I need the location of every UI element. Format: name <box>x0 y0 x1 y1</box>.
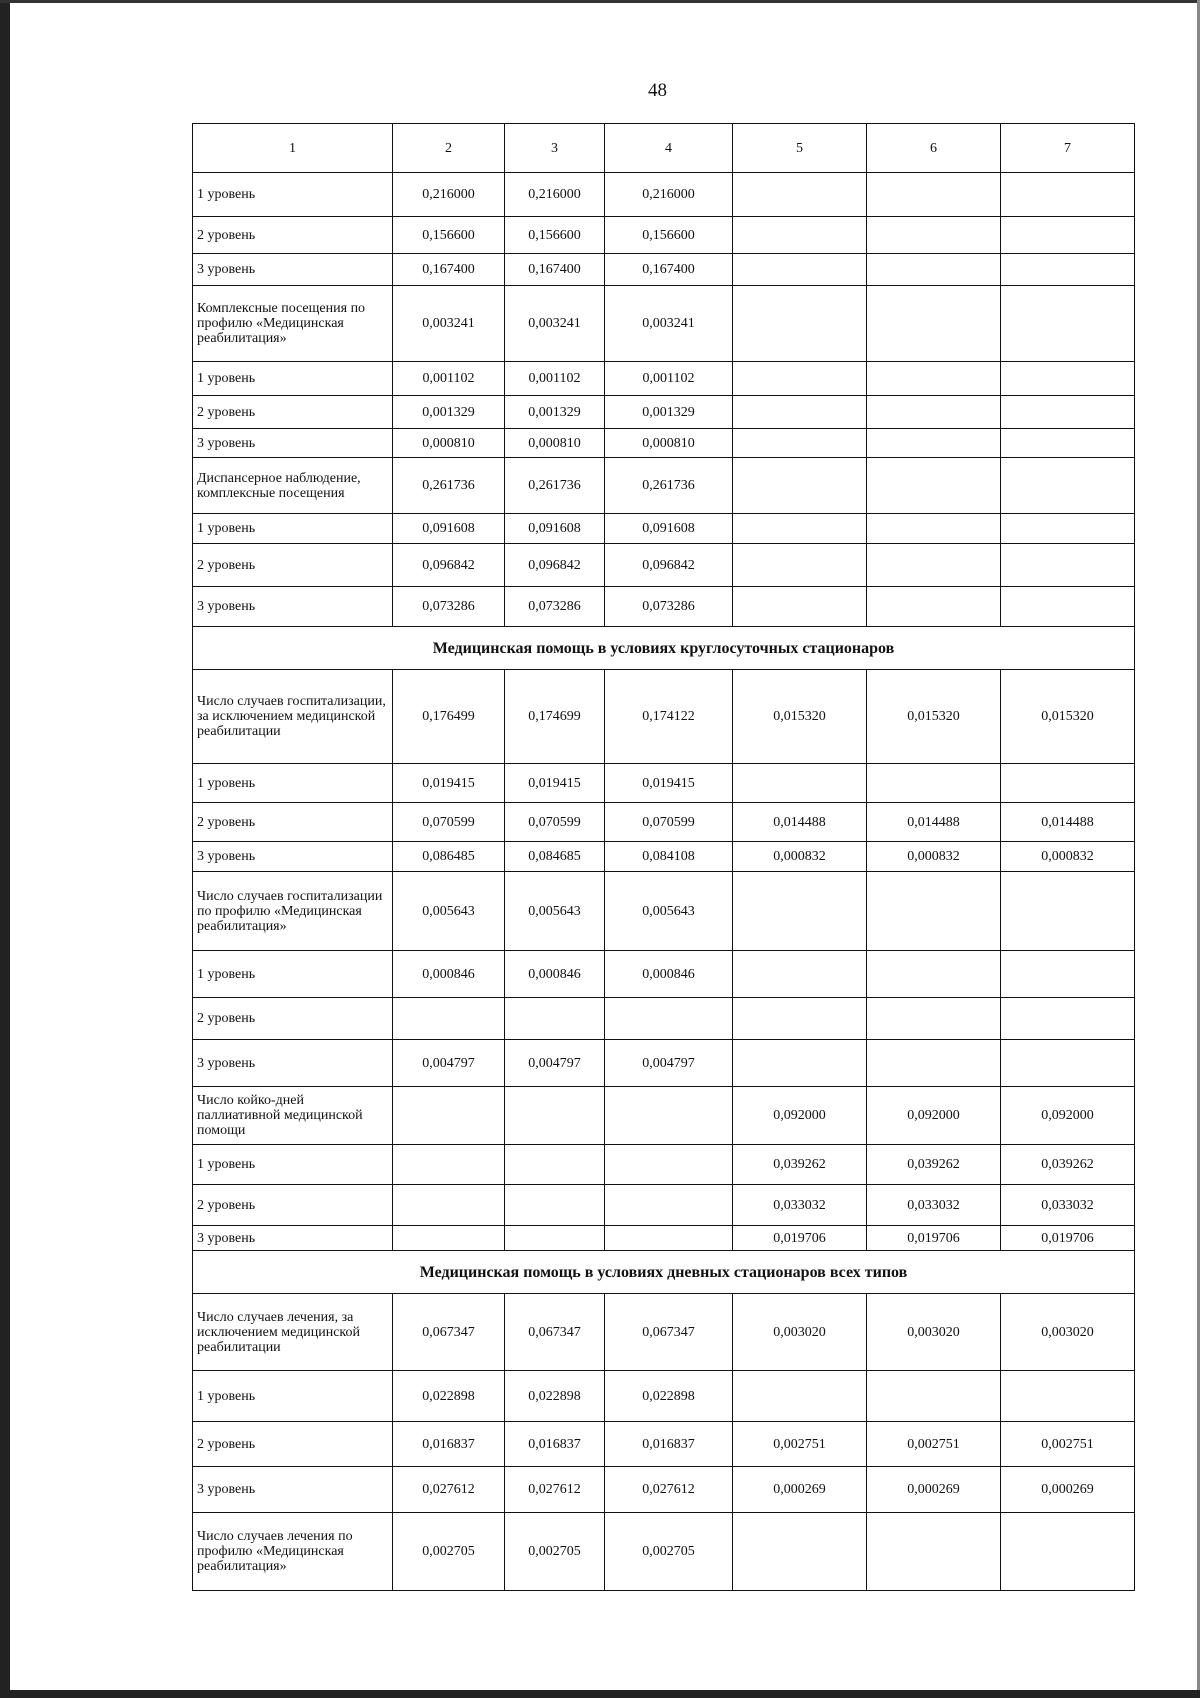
value-cell <box>605 1145 733 1185</box>
value-cell <box>1001 173 1135 217</box>
value-cell <box>1001 429 1135 458</box>
row-label: 1 уровень <box>193 764 393 803</box>
value-cell: 0,073286 <box>605 587 733 627</box>
value-cell: 0,000846 <box>505 951 605 998</box>
value-cell <box>867 1040 1001 1087</box>
value-cell <box>867 396 1001 429</box>
row-label: 3 уровень <box>193 842 393 872</box>
value-cell <box>733 764 867 803</box>
value-cell: 0,092000 <box>1001 1087 1135 1145</box>
value-cell <box>733 587 867 627</box>
value-cell: 0,070599 <box>605 803 733 842</box>
value-cell: 0,000846 <box>393 951 505 998</box>
column-header: 4 <box>605 124 733 173</box>
value-cell <box>733 544 867 587</box>
column-header: 7 <box>1001 124 1135 173</box>
value-cell: 0,002751 <box>733 1422 867 1467</box>
value-cell <box>393 1185 505 1226</box>
value-cell: 0,216000 <box>605 173 733 217</box>
value-cell <box>733 429 867 458</box>
table-row <box>193 764 1135 803</box>
table-row <box>193 1467 1135 1513</box>
value-cell: 0,039262 <box>1001 1145 1135 1185</box>
value-cell: 0,067347 <box>393 1294 505 1371</box>
value-cell: 0,002705 <box>393 1513 505 1591</box>
value-cell: 0,000810 <box>505 429 605 458</box>
value-cell <box>867 587 1001 627</box>
row-label: 1 уровень <box>193 1145 393 1185</box>
value-cell: 0,015320 <box>1001 670 1135 764</box>
table-row <box>193 396 1135 429</box>
row-label: Число случаев лечения, за исключением медицинской реабилитации <box>193 1294 393 1371</box>
row-label: 1 уровень <box>193 1371 393 1422</box>
row-label: 2 уровень <box>193 217 393 254</box>
value-cell: 0,019706 <box>733 1226 867 1251</box>
value-cell <box>733 998 867 1040</box>
table-row <box>193 1145 1135 1185</box>
value-cell: 0,001102 <box>393 362 505 396</box>
table-row <box>193 587 1135 627</box>
table-row <box>193 1513 1135 1591</box>
row-label: Диспансерное наблюдение, комплексные посещения <box>193 458 393 514</box>
value-cell <box>1001 286 1135 362</box>
value-cell: 0,091608 <box>393 514 505 544</box>
value-cell <box>733 254 867 286</box>
value-cell: 0,073286 <box>505 587 605 627</box>
value-cell: 0,092000 <box>867 1087 1001 1145</box>
value-cell: 0,084108 <box>605 842 733 872</box>
value-cell: 0,156600 <box>505 217 605 254</box>
column-header: 6 <box>867 124 1001 173</box>
value-cell: 0,070599 <box>505 803 605 842</box>
value-cell <box>1001 951 1135 998</box>
value-cell: 0,033032 <box>867 1185 1001 1226</box>
section-title: Медицинская помощь в условиях круглосуточных стационаров <box>193 627 1135 670</box>
value-cell <box>867 1371 1001 1422</box>
value-cell: 0,003020 <box>733 1294 867 1371</box>
row-label: 2 уровень <box>193 998 393 1040</box>
row-label: Число койко-дней паллиативной медицинской помощи <box>193 1087 393 1145</box>
value-cell: 0,091608 <box>505 514 605 544</box>
value-cell: 0,019415 <box>505 764 605 803</box>
value-cell: 0,002705 <box>505 1513 605 1591</box>
value-cell <box>867 872 1001 951</box>
value-cell <box>605 998 733 1040</box>
value-cell <box>733 514 867 544</box>
value-cell: 0,261736 <box>393 458 505 514</box>
value-cell <box>505 1087 605 1145</box>
value-cell <box>505 998 605 1040</box>
value-cell: 0,073286 <box>393 587 505 627</box>
scan-border-left <box>0 0 10 1698</box>
value-cell: 0,002751 <box>1001 1422 1135 1467</box>
table-body <box>193 124 1135 1591</box>
value-cell <box>733 951 867 998</box>
value-cell: 0,014488 <box>1001 803 1135 842</box>
value-cell <box>867 544 1001 587</box>
value-cell: 0,039262 <box>867 1145 1001 1185</box>
row-label: Число случаев госпитализации по профилю «Медицинская реабилитация» <box>193 872 393 951</box>
value-cell <box>733 396 867 429</box>
value-cell: 0,261736 <box>605 458 733 514</box>
value-cell: 0,216000 <box>393 173 505 217</box>
value-cell: 0,000269 <box>1001 1467 1135 1513</box>
value-cell: 0,096842 <box>393 544 505 587</box>
value-cell: 0,003241 <box>393 286 505 362</box>
value-cell <box>1001 587 1135 627</box>
row-label: Число случаев госпитализации, за исключением медицинской реабилитации <box>193 670 393 764</box>
table-row <box>193 1040 1135 1087</box>
row-label: 2 уровень <box>193 1422 393 1467</box>
table-row <box>193 254 1135 286</box>
value-cell: 0,086485 <box>393 842 505 872</box>
value-cell: 0,216000 <box>505 173 605 217</box>
value-cell <box>505 1185 605 1226</box>
value-cell: 0,096842 <box>505 544 605 587</box>
value-cell: 0,004797 <box>505 1040 605 1087</box>
column-header: 5 <box>733 124 867 173</box>
row-label: 3 уровень <box>193 587 393 627</box>
table-row <box>193 1087 1135 1145</box>
value-cell: 0,003241 <box>605 286 733 362</box>
value-cell <box>393 1087 505 1145</box>
value-cell: 0,033032 <box>733 1185 867 1226</box>
value-cell: 0,000269 <box>867 1467 1001 1513</box>
table-row <box>193 429 1135 458</box>
value-cell <box>505 1226 605 1251</box>
value-cell <box>1001 217 1135 254</box>
value-cell <box>867 362 1001 396</box>
value-cell: 0,016837 <box>393 1422 505 1467</box>
value-cell: 0,000832 <box>733 842 867 872</box>
value-cell <box>605 1087 733 1145</box>
table-row <box>193 1422 1135 1467</box>
row-label: 2 уровень <box>193 1185 393 1226</box>
value-cell: 0,014488 <box>733 803 867 842</box>
value-cell: 0,016837 <box>505 1422 605 1467</box>
row-label: 2 уровень <box>193 544 393 587</box>
value-cell <box>867 514 1001 544</box>
value-cell: 0,067347 <box>505 1294 605 1371</box>
value-cell <box>867 764 1001 803</box>
value-cell: 0,000810 <box>393 429 505 458</box>
value-cell: 0,027612 <box>505 1467 605 1513</box>
value-cell: 0,003020 <box>1001 1294 1135 1371</box>
value-cell: 0,174122 <box>605 670 733 764</box>
value-cell <box>867 951 1001 998</box>
table-row <box>193 1185 1135 1226</box>
table-row <box>193 1371 1135 1422</box>
value-cell: 0,019415 <box>605 764 733 803</box>
row-label: Комплексные посещения по профилю «Медицинская реабилитация» <box>193 286 393 362</box>
value-cell: 0,015320 <box>733 670 867 764</box>
value-cell: 0,003020 <box>867 1294 1001 1371</box>
value-cell <box>867 173 1001 217</box>
value-cell: 0,022898 <box>505 1371 605 1422</box>
value-cell <box>1001 544 1135 587</box>
value-cell: 0,156600 <box>393 217 505 254</box>
table-row <box>193 842 1135 872</box>
data-table <box>192 123 1135 1591</box>
value-cell: 0,019706 <box>1001 1226 1135 1251</box>
value-cell: 0,019415 <box>393 764 505 803</box>
value-cell: 0,167400 <box>393 254 505 286</box>
value-cell <box>867 217 1001 254</box>
value-cell <box>1001 1513 1135 1591</box>
row-label: 1 уровень <box>193 514 393 544</box>
value-cell <box>733 217 867 254</box>
value-cell <box>867 458 1001 514</box>
section-title: Медицинская помощь в условиях дневных стационаров всех типов <box>193 1251 1135 1294</box>
value-cell <box>1001 872 1135 951</box>
table-row <box>193 458 1135 514</box>
table-row <box>193 998 1135 1040</box>
value-cell: 0,039262 <box>733 1145 867 1185</box>
value-cell <box>1001 1371 1135 1422</box>
value-cell <box>393 998 505 1040</box>
scan-border-bottom <box>0 1690 1200 1698</box>
value-cell: 0,091608 <box>605 514 733 544</box>
row-label: 1 уровень <box>193 362 393 396</box>
value-cell: 0,016837 <box>605 1422 733 1467</box>
value-cell <box>393 1226 505 1251</box>
section-header-row <box>193 1251 1135 1294</box>
value-cell: 0,027612 <box>393 1467 505 1513</box>
value-cell: 0,092000 <box>733 1087 867 1145</box>
table-row <box>193 872 1135 951</box>
scan-border-top <box>0 0 1200 3</box>
value-cell: 0,261736 <box>505 458 605 514</box>
value-cell: 0,019706 <box>867 1226 1001 1251</box>
value-cell: 0,000832 <box>1001 842 1135 872</box>
row-label: 2 уровень <box>193 396 393 429</box>
table-row <box>193 1294 1135 1371</box>
row-label: 3 уровень <box>193 429 393 458</box>
value-cell <box>733 1513 867 1591</box>
value-cell <box>867 429 1001 458</box>
value-cell: 0,000269 <box>733 1467 867 1513</box>
value-cell <box>605 1226 733 1251</box>
value-cell <box>1001 998 1135 1040</box>
table-row <box>193 670 1135 764</box>
value-cell: 0,000810 <box>605 429 733 458</box>
value-cell: 0,014488 <box>867 803 1001 842</box>
row-label: Число случаев лечения по профилю «Медицинская реабилитация» <box>193 1513 393 1591</box>
value-cell <box>733 1040 867 1087</box>
value-cell: 0,005643 <box>505 872 605 951</box>
table-row <box>193 362 1135 396</box>
value-cell <box>867 254 1001 286</box>
value-cell <box>1001 1040 1135 1087</box>
value-cell: 0,000832 <box>867 842 1001 872</box>
table-row <box>193 217 1135 254</box>
row-label: 1 уровень <box>193 173 393 217</box>
value-cell: 0,004797 <box>393 1040 505 1087</box>
value-cell: 0,004797 <box>605 1040 733 1087</box>
column-header: 1 <box>193 124 393 173</box>
row-label: 3 уровень <box>193 1226 393 1251</box>
value-cell: 0,005643 <box>605 872 733 951</box>
value-cell: 0,015320 <box>867 670 1001 764</box>
value-cell: 0,027612 <box>605 1467 733 1513</box>
value-cell <box>1001 764 1135 803</box>
value-cell <box>733 872 867 951</box>
value-cell: 0,005643 <box>393 872 505 951</box>
value-cell: 0,001102 <box>505 362 605 396</box>
value-cell: 0,003241 <box>505 286 605 362</box>
value-cell: 0,001102 <box>605 362 733 396</box>
value-cell: 0,084685 <box>505 842 605 872</box>
value-cell <box>1001 362 1135 396</box>
table-row <box>193 1226 1135 1251</box>
value-cell <box>1001 254 1135 286</box>
column-header: 3 <box>505 124 605 173</box>
column-header: 2 <box>393 124 505 173</box>
value-cell <box>867 998 1001 1040</box>
row-label: 1 уровень <box>193 951 393 998</box>
value-cell <box>733 1371 867 1422</box>
value-cell <box>605 1185 733 1226</box>
table-row <box>193 951 1135 998</box>
row-label: 3 уровень <box>193 1467 393 1513</box>
value-cell: 0,167400 <box>505 254 605 286</box>
value-cell <box>1001 396 1135 429</box>
value-cell: 0,156600 <box>605 217 733 254</box>
row-label: 3 уровень <box>193 1040 393 1087</box>
value-cell: 0,022898 <box>393 1371 505 1422</box>
row-label: 2 уровень <box>193 803 393 842</box>
table-row <box>193 803 1135 842</box>
value-cell: 0,167400 <box>605 254 733 286</box>
table-row <box>193 173 1135 217</box>
value-cell <box>733 458 867 514</box>
value-cell <box>867 286 1001 362</box>
value-cell <box>505 1145 605 1185</box>
value-cell: 0,174699 <box>505 670 605 764</box>
value-cell: 0,001329 <box>605 396 733 429</box>
value-cell: 0,001329 <box>505 396 605 429</box>
value-cell: 0,002751 <box>867 1422 1001 1467</box>
value-cell <box>733 286 867 362</box>
value-cell: 0,033032 <box>1001 1185 1135 1226</box>
value-cell <box>733 173 867 217</box>
value-cell: 0,022898 <box>605 1371 733 1422</box>
value-cell: 0,002705 <box>605 1513 733 1591</box>
value-cell <box>733 362 867 396</box>
value-cell <box>867 1513 1001 1591</box>
value-cell: 0,000846 <box>605 951 733 998</box>
page-number: 48 <box>648 80 667 101</box>
value-cell: 0,067347 <box>605 1294 733 1371</box>
value-cell <box>1001 514 1135 544</box>
value-cell: 0,001329 <box>393 396 505 429</box>
table-row <box>193 544 1135 587</box>
table-row <box>193 286 1135 362</box>
column-header-row <box>193 124 1135 173</box>
value-cell <box>393 1145 505 1185</box>
value-cell: 0,096842 <box>605 544 733 587</box>
section-header-row <box>193 627 1135 670</box>
row-label: 3 уровень <box>193 254 393 286</box>
table-row <box>193 514 1135 544</box>
value-cell: 0,070599 <box>393 803 505 842</box>
value-cell: 0,176499 <box>393 670 505 764</box>
value-cell <box>1001 458 1135 514</box>
